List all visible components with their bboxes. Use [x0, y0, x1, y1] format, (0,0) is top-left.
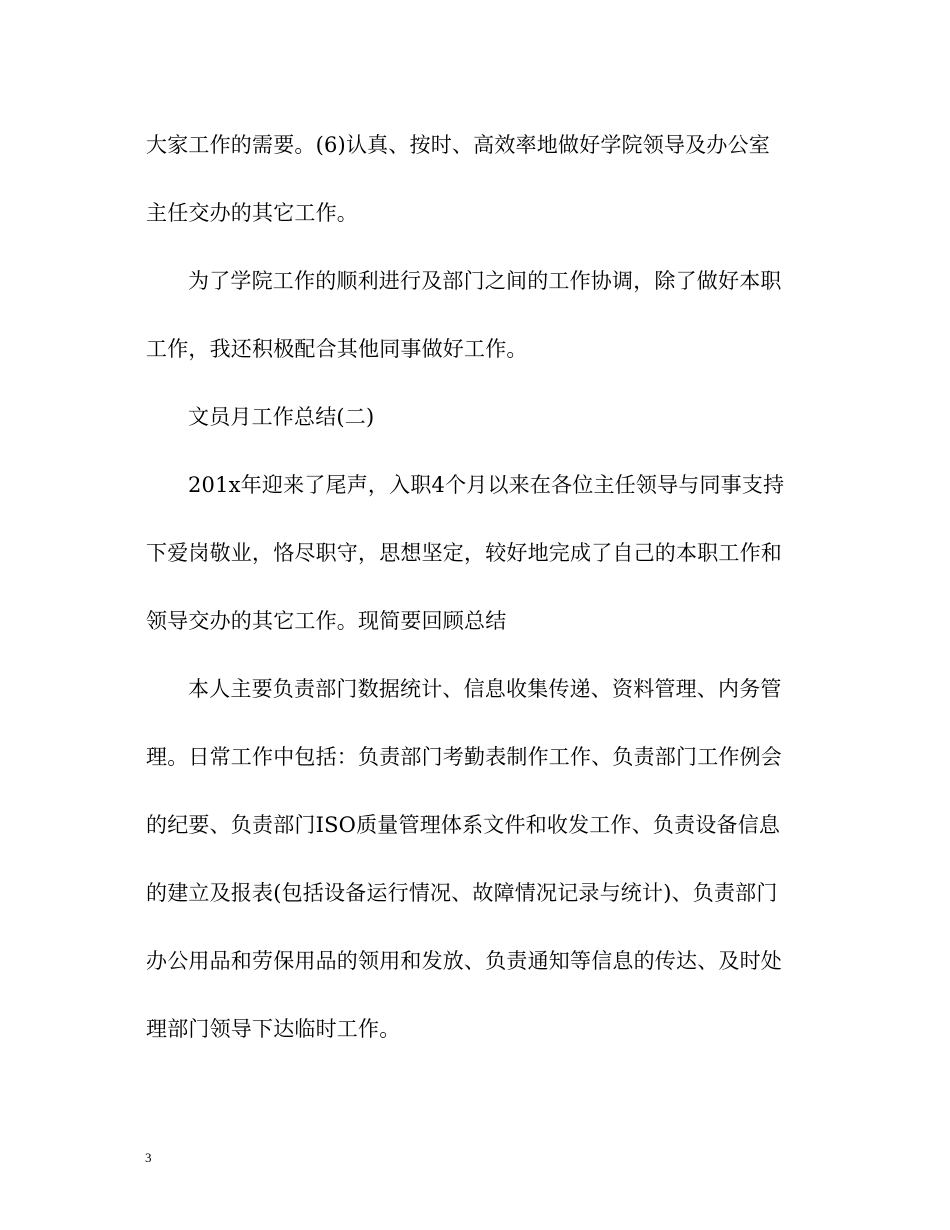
text-line: 领导交办的其它工作。现简要回顾总结 [146, 609, 507, 633]
text-line: 办公用品和劳保用品的领用和发放、负责通知等信息的传达、及时处 [146, 949, 782, 973]
paragraph-first-line: 本人主要负责部门数据统计、信息收集传递、资料管理、内务管 [188, 677, 782, 701]
section-heading: 文员月工作总结(二) [188, 405, 375, 429]
text-line: 理。日常工作中包括：负责部门考勤表制作工作、负责部门工作例会 [146, 745, 782, 769]
document-body [146, 118, 806, 1070]
text-line: 主任交办的其它工作。 [146, 201, 358, 225]
text-line: 的建立及报表(包括设备运行情况、故障情况记录与统计)、负责部门 [146, 881, 778, 905]
text-line: 下爱岗敬业，恪尽职守，思想坚定，较好地完成了自己的本职工作和 [146, 541, 782, 565]
page-number: 3 [145, 1150, 152, 1165]
text-line: 的纪要、负责部门ISO质量管理体系文件和收发工作、负责设备信息 [146, 813, 781, 837]
text-line: 大家工作的需要。(6)认真、按时、高效率地做好学院领导及办公室 [146, 133, 770, 157]
paragraph-first-line: 为了学院工作的顺利进行及部门之间的工作协调，除了做好本职 [188, 269, 782, 293]
text-line: 理部门领导下达临时工作。 [146, 1017, 401, 1041]
text-line: 工作，我还积极配合其他同事做好工作。 [146, 337, 528, 361]
paragraph-first-line: 201x年迎来了尾声，入职4个月以来在各位主任领导与同事支持 [188, 473, 785, 497]
